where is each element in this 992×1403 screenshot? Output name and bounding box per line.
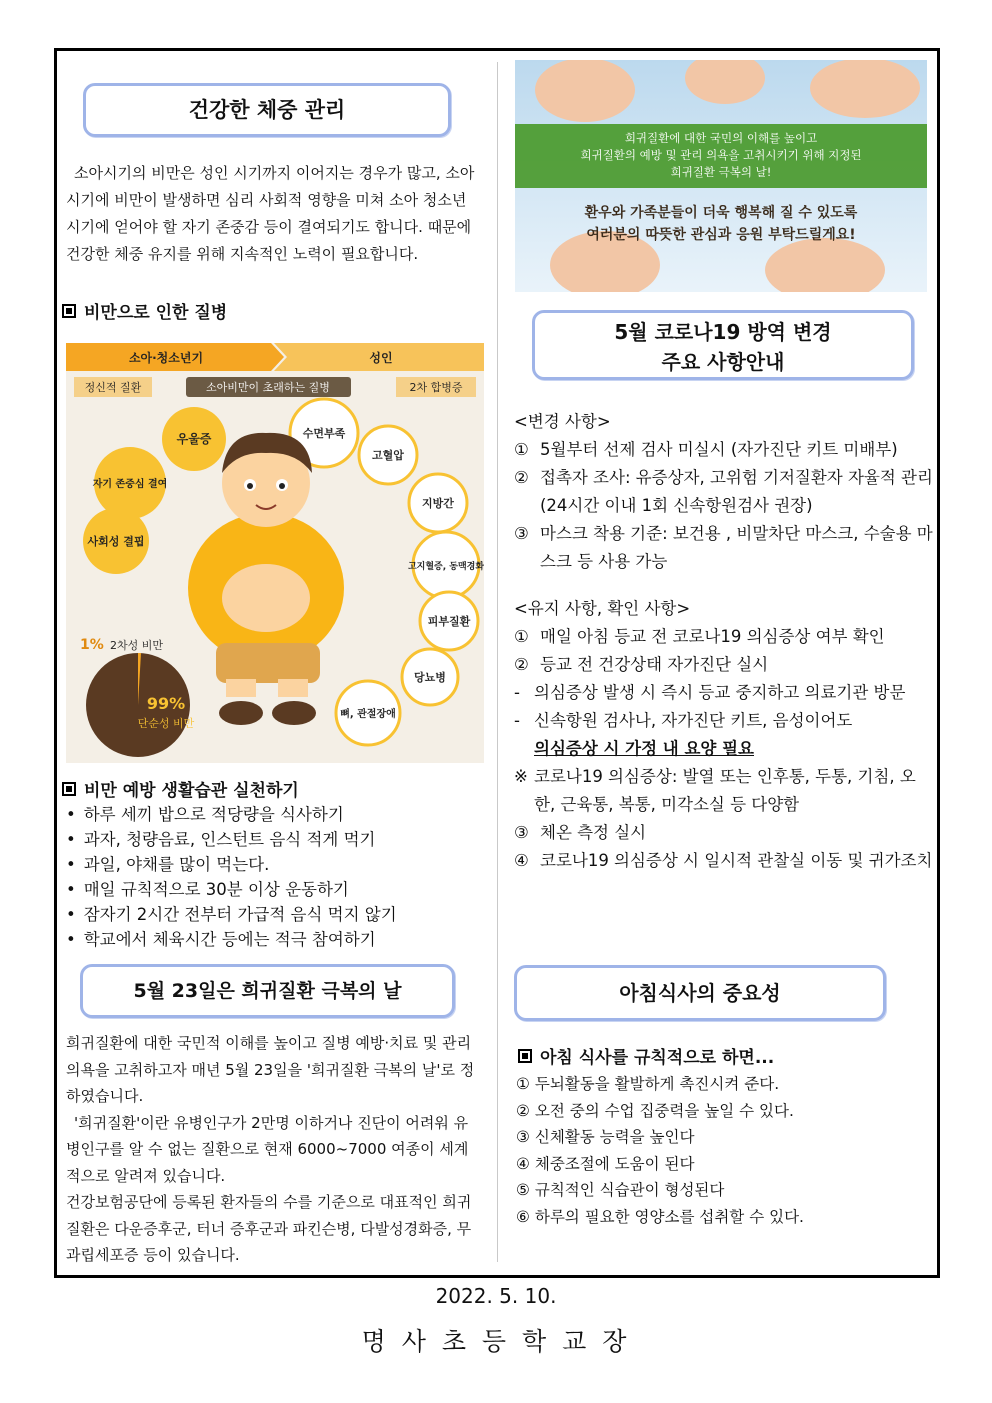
list-marker: ④ <box>514 851 529 870</box>
keep-item <box>514 847 934 875</box>
breakfast-heading-text: 아침 식사를 규칙적으로 하면... <box>540 1048 775 1068</box>
obesity-infographic <box>66 343 484 763</box>
secondary-obesity-pct: 1% <box>80 637 104 653</box>
habits-heading <box>62 776 299 801</box>
habits-heading-text: 비만 예방 생활습관 실천하기 <box>84 781 299 801</box>
list-marker: ② <box>514 655 529 674</box>
breakfast-item <box>516 1204 936 1231</box>
breakfast-item <box>516 1124 936 1151</box>
disease-heading <box>62 298 227 323</box>
square-bullet-icon <box>62 782 76 796</box>
infographic-svg <box>66 343 484 763</box>
keep-text: 매일 아침 등교 전 코로나19 의심증상 여부 확인 <box>540 627 885 646</box>
physical-item-hypertension: 고혈압 <box>372 449 404 462</box>
physical-item-sleep: 수면부족 <box>302 427 346 440</box>
breakfast-text: 두뇌활동을 활발하게 촉진시켜 준다. <box>534 1075 780 1093</box>
keep-text: 체온 측정 실시 <box>540 823 647 842</box>
breakfast-item <box>516 1177 936 1204</box>
square-bullet-icon <box>62 304 76 318</box>
column-divider <box>497 62 498 1262</box>
habit-item: • 과자, 청량음료, 인스턴트 음식 적게 먹기 <box>66 827 486 852</box>
note-text: 코로나19 의심증상: 발열 또는 인후통, 두통, 기침, 오한, 근육통, 복통, 미각소실 등 다양함 <box>534 767 916 814</box>
list-marker: ② <box>516 1101 530 1120</box>
habits-list <box>66 802 486 952</box>
list-marker: ① <box>516 1075 530 1093</box>
change-item <box>514 520 934 576</box>
breakfast-item <box>516 1098 936 1125</box>
rare-paragraphs <box>66 1030 480 1269</box>
disease-heading-text: 비만으로 인한 질병 <box>84 303 228 323</box>
keep-heading: <유지 사항, 확인 사항> <box>514 599 691 618</box>
habit-item: • 하루 세끼 밥으로 적당량을 식사하기 <box>66 802 486 827</box>
list-marker: ① <box>514 627 529 646</box>
weight-title-box <box>83 83 451 137</box>
square-bullet-icon <box>518 1049 532 1063</box>
breakfast-text: 규칙적인 식습관이 형성된다 <box>534 1181 725 1199</box>
habit-item: • 잠자기 2시간 전부터 가급적 음식 먹지 않기 <box>66 902 486 927</box>
physical-item-skin: 피부질환 <box>427 615 471 628</box>
keep-item <box>514 623 934 651</box>
rare-disease-banner <box>515 60 927 292</box>
simple-obesity-pct: 99% <box>146 694 186 713</box>
rare-title-box <box>80 964 455 1018</box>
change-item <box>514 464 934 520</box>
weight-title: 건강한 체중 관리 <box>188 98 346 122</box>
breakfast-item <box>516 1151 936 1178</box>
list-marker: ① <box>514 440 529 459</box>
breakfast-text: 체중조절에 도움이 된다 <box>534 1154 695 1173</box>
covid-changes <box>514 408 934 576</box>
banner-line-4: 환우와 가족분들이 더욱 행복해 질 수 있도록 <box>584 205 858 221</box>
rare-paragraph-3: 건강보험공단에 등록된 환자들의 수를 기준으로 대표적인 희귀질환은 다운증후군, 터너 증후군과 파킨슨병, 다발성경화증, 무과립세포증 등이 있습니다. <box>66 1193 472 1264</box>
keep-text-plain: 신속항원 검사나, 자가진단 키트, 음성이어도 <box>534 711 853 730</box>
simple-obesity-label: 단순성 비만 <box>137 717 195 730</box>
list-marker: ③ <box>514 524 529 543</box>
list-marker: ⑥ <box>516 1207 530 1226</box>
infographic-top-right: 성인 <box>369 351 393 365</box>
physical-item-diabetes: 당뇨병 <box>414 671 446 684</box>
list-marker: ③ <box>516 1128 530 1146</box>
banner-line-3: 희귀질환 극복의 날! <box>670 165 772 179</box>
note-marker: ※ <box>514 767 528 786</box>
list-marker: ③ <box>514 823 529 842</box>
covid-title-box <box>532 310 914 380</box>
keep-text: 코로나19 의심증상 시 일시적 관찰실 이동 및 귀가조치 <box>540 851 933 870</box>
keep-item <box>514 651 934 679</box>
infographic-sub-right: 2차 합병증 <box>409 381 463 394</box>
list-marker: - <box>514 711 520 730</box>
list-marker: - <box>514 683 520 702</box>
change-text: 마스크 착용 기준: 보건용 , 비말차단 마스크, 수술용 마스크 등 사용 가능 <box>540 524 933 571</box>
change-text: 5월부터 선제 검사 미실시 (자가진단 키트 미배부) <box>540 440 898 459</box>
covid-title-line-2: 주요 사항안내 <box>661 350 785 374</box>
mental-item-depression: 우울증 <box>176 432 212 446</box>
infographic-sub-center: 소아비만이 초래하는 질병 <box>206 381 330 394</box>
footer-date: 2022. 5. 10. <box>435 1284 557 1308</box>
banner-text <box>515 130 927 181</box>
keep-text <box>534 707 852 763</box>
covid-title-line-1: 5월 코로나19 방역 변경 <box>614 320 832 344</box>
rare-paragraph-2: '희귀질환'이란 유병인구가 2만명 이하거나 진단이 어려워 유병인구를 알 수 없는 질환으로 현재 6000~7000 여종이 세계적으로 알려져 있습니다. <box>66 1113 469 1185</box>
change-heading: <변경 사항> <box>514 412 611 431</box>
infographic-top-left: 소아·청소년기 <box>128 351 204 365</box>
breakfast-item <box>516 1071 936 1098</box>
rare-paragraph-1: 희귀질환에 대한 국민적 이해를 높이고 질병 예방·치료 및 관리 의욕을 고취하고자 매년 5월 23일을 '희귀질환 극복의 날'로 정하였습니다. <box>66 1034 475 1105</box>
habit-item: • 과일, 야채를 많이 먹는다. <box>66 852 486 877</box>
keep-subitem <box>514 707 934 763</box>
breakfast-title-box <box>514 965 886 1021</box>
banner-line-5: 여러분의 따뜻한 관심과 응원 부탁드릴게요! <box>586 227 856 243</box>
mental-item-self-esteem: 자기 존중심 결여 <box>92 479 168 490</box>
infographic-sub-left: 정신적 질환 <box>84 381 142 394</box>
change-text: 접촉자 조사: 유증상자, 고위험 기저질환자 자율적 관리(24시간 이내 1회 신속항원검사 권장) <box>540 468 933 515</box>
keep-text: 등교 전 건강상태 자가진단 실시 <box>540 655 769 674</box>
physical-item-bone: 뼈, 관절장애 <box>340 709 396 720</box>
habit-item: • 매일 규칙적으로 30분 이상 운동하기 <box>66 877 486 902</box>
physical-item-cholesterol: 고지혈증, 동맥경화 <box>407 562 484 572</box>
breakfast-heading <box>518 1043 774 1068</box>
breakfast-list <box>516 1071 936 1230</box>
banner-line-1: 희귀질환에 대한 국민의 이해를 높이고 <box>624 131 818 145</box>
obese-child-illustration <box>188 433 344 725</box>
keep-text-underlined: 의심증상 시 가정 내 요양 필요 <box>534 739 754 758</box>
list-marker: ⑤ <box>516 1181 530 1199</box>
rare-title: 5월 23일은 희귀질환 극복의 날 <box>133 980 402 1002</box>
change-item <box>514 436 934 464</box>
keep-item <box>514 819 934 847</box>
secondary-obesity-label: 2차성 비만 <box>110 639 163 652</box>
breakfast-text: 하루의 필요한 영양소를 섭취할 수 있다. <box>534 1207 804 1226</box>
breakfast-text: 오전 중의 수업 집중력을 높일 수 있다. <box>534 1101 794 1120</box>
breakfast-title: 아침식사의 중요성 <box>619 981 781 1005</box>
list-marker: ④ <box>516 1154 530 1173</box>
habit-item: • 학교에서 체육시간 등에는 적극 참여하기 <box>66 927 486 952</box>
banner-slogan <box>515 202 927 246</box>
keep-subitem <box>514 679 934 707</box>
banner-line-2: 희귀질환의 예방 및 관리 의욕을 고취시키기 위해 지정된 <box>580 148 862 162</box>
breakfast-text: 신체활동 능력을 높인다 <box>534 1128 695 1146</box>
mental-item-social: 사회성 결핍 <box>87 535 145 548</box>
weight-paragraph: 소아시기의 비만은 성인 시기까지 이어지는 경우가 많고, 소아시기에 비만이 발생하면 심리 사회적 영향을 미쳐 소아 청소년 시기에 얻어야 할 자기 존중감 등이 결여되기도 합니다. 때문에 건강한 체중 유지를 위해 지속적인 노력이 필요합니다. <box>66 164 475 263</box>
footer-signature: 명 사 초 등 학 교 장 <box>361 1327 631 1356</box>
list-marker: ② <box>514 468 529 487</box>
keep-text: 의심증상 발생 시 즉시 등교 중지하고 의료기관 방문 <box>534 683 906 702</box>
note-item <box>514 763 934 819</box>
physical-item-fatty-liver: 지방간 <box>422 497 454 510</box>
covid-keep <box>514 595 934 875</box>
